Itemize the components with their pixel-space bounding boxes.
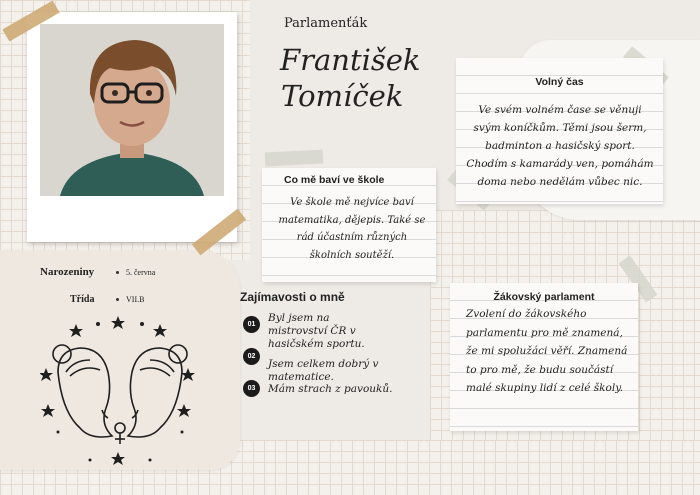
- bullet-dot-icon: [116, 271, 119, 274]
- bullet-dot-icon: [116, 298, 119, 301]
- class-value: VII.B: [126, 295, 145, 304]
- parliament-note-title: Žákovský parlament: [493, 291, 595, 303]
- school-note: [262, 168, 436, 282]
- free-time-note: [456, 58, 663, 204]
- school-note-title: Co mě baví ve škole: [284, 174, 385, 186]
- fact-number-2: 02: [243, 348, 260, 365]
- boy-portrait-illustration: [40, 24, 224, 196]
- first-name: František: [280, 43, 421, 77]
- school-note-text: Ve škole mě nejvíce baví matematika, dějepis. Také se rád účastním různých školních soutěží.: [278, 197, 426, 261]
- free-time-note-title: Volný čas: [535, 76, 584, 88]
- profile-photo: [40, 24, 224, 196]
- fact-text-3: Mám strach z pavouků.: [268, 383, 393, 395]
- last-name: Tomíček: [281, 79, 404, 113]
- birthday-value: 5. června: [126, 268, 156, 277]
- free-time-note-text: Ve svém volném čase se věnuji svým koníčkům. Těmi jsou šerm, badminton a hasičský sport. Chodím s kamarády ven, pomáhám doma nebo nedělám vůbec nic.: [466, 104, 654, 188]
- parliament-note-text: Zvolení do žákovského parlamentu pro mě znamená, že mi spolužáci věří. Znamená to pro mě, že budu součástí malé skupiny lidí z celé školy.: [466, 308, 628, 394]
- class-label: Třída: [70, 294, 95, 305]
- role-label: Parlamenťák: [284, 16, 368, 31]
- fact-text-1: Byl jsem na mistrovství ČR v hasičském sportu.: [268, 312, 365, 350]
- tape-school-note: [265, 149, 324, 166]
- birthday-label: Narozeniny: [40, 266, 95, 278]
- facts-title: Zajímavosti o mně: [240, 290, 345, 304]
- fact-number-1: 01: [243, 316, 260, 333]
- gemini-twins-icon: [40, 312, 200, 472]
- fact-number-3: 03: [243, 380, 260, 397]
- photo-frame: [27, 12, 237, 242]
- parliament-note: [450, 283, 638, 431]
- fact-text-2: Jsem celkem dobrý v matematice.: [268, 358, 379, 383]
